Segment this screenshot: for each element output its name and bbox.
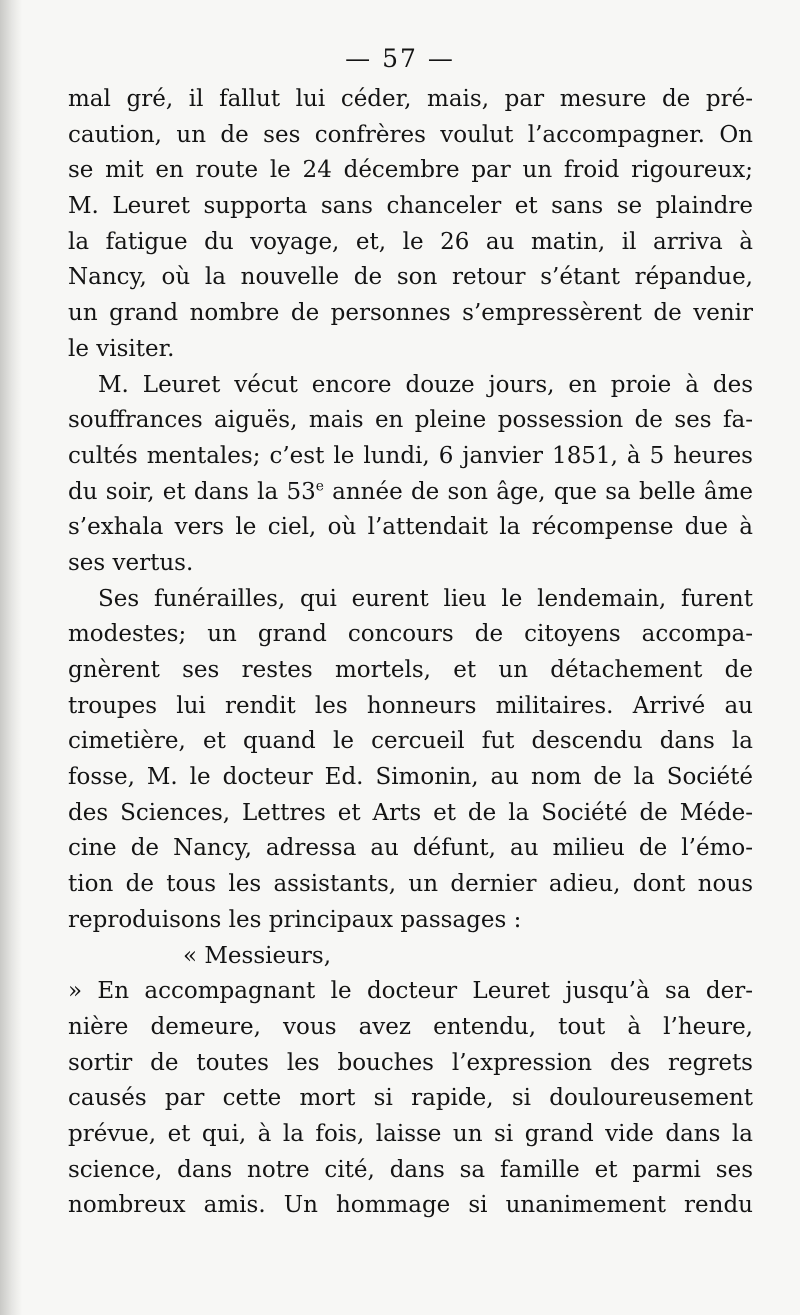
text-line: sortir de toutes les bouches l’expression des regrets bbox=[68, 1049, 753, 1076]
text-line: Ses funérailles, qui eurent lieu le lendemain, furent bbox=[98, 585, 753, 612]
text-line: » En accompagnant le docteur Leuret jusqu’à sa der- bbox=[68, 978, 753, 1005]
text-line: mal gré, il fallut lui céder, mais, par mesure de pré- bbox=[68, 86, 753, 112]
page-number: — 57 — bbox=[345, 44, 455, 73]
ordinal-suffix: e bbox=[315, 477, 324, 494]
text-line: caution, un de ses confrères voulut l’accompagner. On bbox=[68, 121, 753, 148]
text-line: modestes; un grand concours de citoyens accompa- bbox=[68, 621, 753, 648]
text-line: science, dans notre cité, dans sa famille et parmi ses bbox=[68, 1156, 753, 1183]
text-line: « Messieurs, bbox=[183, 942, 332, 969]
text-line: M. Leuret vécut encore douze jours, en proie à des bbox=[98, 371, 753, 398]
text-line: nière demeure, vous avez entendu, tout à l’heure, bbox=[68, 1013, 753, 1040]
text-line: M. Leuret supporta sans chanceler et sans se plaindre bbox=[68, 193, 753, 220]
text-line: troupes lui rendit les honneurs militaires. Arrivé au bbox=[68, 692, 753, 719]
text-line: s’exhala vers le ciel, où l’attendait la récompense due à bbox=[68, 514, 753, 541]
text-line: tion de tous les assistants, un dernier adieu, dont nous bbox=[68, 871, 753, 898]
text-line: des Sciences, Lettres et Arts et de la Société de Méde- bbox=[68, 799, 753, 826]
text-line: causés par cette mort si rapide, si douloureusement bbox=[68, 1085, 753, 1112]
text-line: cultés mentales; c’est le lundi, 6 janvier 1851, à 5 heures bbox=[68, 442, 753, 469]
text-line: nombreux amis. Un hommage si unanimement rendu bbox=[68, 1192, 753, 1219]
text-line: reproduisons les principaux passages : bbox=[68, 906, 522, 933]
page-gutter-shadow bbox=[0, 0, 22, 1315]
text-line: la fatigue du voyage, et, le 26 au matin, il arriva à bbox=[68, 228, 753, 255]
text-line: cimetière, et quand le cercueil fut descendu dans la bbox=[68, 728, 753, 755]
text-line: cine de Nancy, adressa au défunt, au milieu de l’émo- bbox=[68, 835, 753, 862]
text-line: se mit en route le 24 décembre par un froid rigoureux; bbox=[68, 157, 753, 184]
text-line: du soir, et dans la 53e année de son âge, que sa belle âme bbox=[68, 477, 753, 505]
body-text bbox=[68, 82, 753, 1224]
text-line: Nancy, où la nouvelle de son retour s’étant répandue, bbox=[68, 264, 753, 291]
text-line: prévue, et qui, à la fois, laisse un si grand vide dans la bbox=[68, 1120, 753, 1147]
text-line: fosse, M. le docteur Ed. Simonin, au nom de la Société bbox=[68, 764, 753, 791]
text-line: un grand nombre de personnes s’empressèrent de venir bbox=[68, 300, 753, 327]
text-line: ses vertus. bbox=[68, 549, 194, 576]
text-line: le visiter. bbox=[68, 335, 175, 362]
text-line: gnèrent ses restes mortels, et un détachement de bbox=[68, 657, 753, 683]
text-line: souffrances aiguës, mais en pleine possession de ses fa- bbox=[68, 407, 753, 434]
